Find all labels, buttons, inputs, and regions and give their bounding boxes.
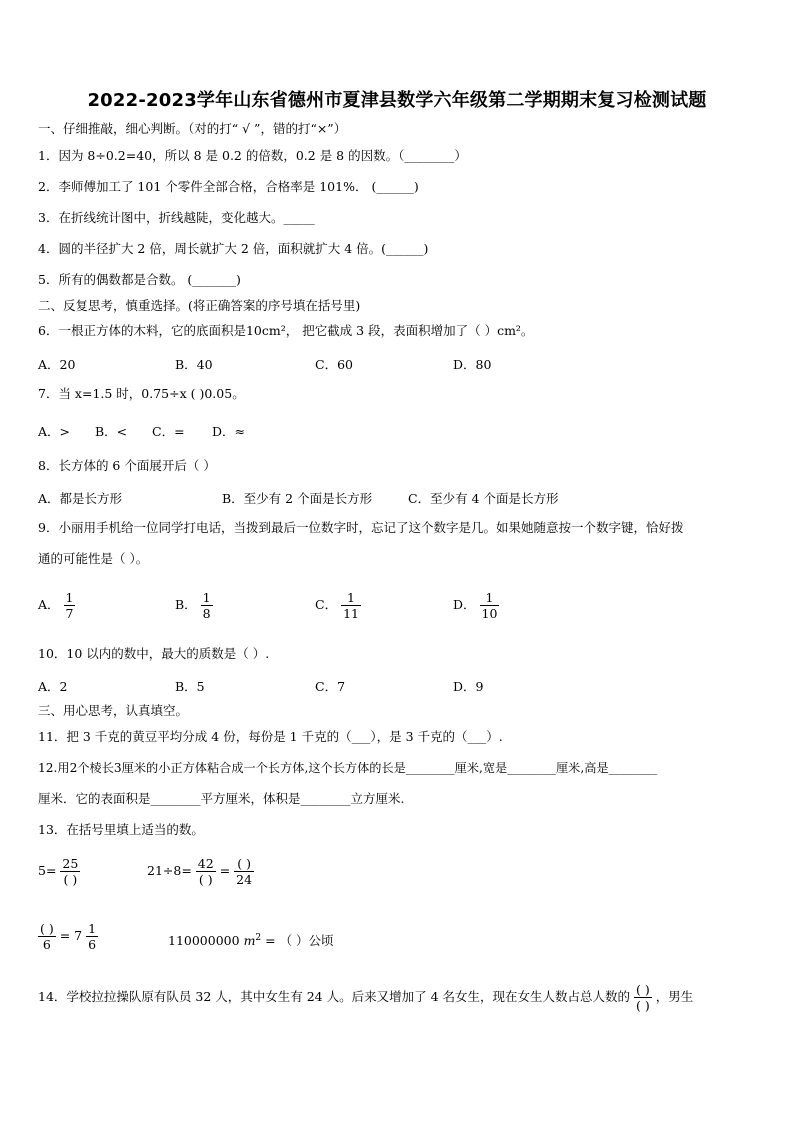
q13-item-d (168, 931, 334, 949)
option-label: A． (38, 597, 60, 612)
denominator: 10 (481, 606, 498, 621)
question-12-line-2: 厘米．它的表面积是________平方厘米，体积是________立方厘米. (38, 791, 405, 806)
q9-option-a (38, 590, 75, 621)
option-label: C． (315, 597, 338, 612)
q10-option-d: D．9 (453, 679, 484, 694)
q8-option-c: C．至少有 4 个面是长方形 (408, 491, 559, 506)
denominator: ( ) (63, 872, 78, 887)
numerator: 1 (202, 590, 211, 605)
equals-mixed: = 7 (59, 928, 83, 943)
option-label: B． (175, 597, 197, 612)
question-10: 10．10 以内的数中，最大的质数是（ ）. (38, 646, 270, 661)
q6-option-c: C．60 (315, 357, 353, 372)
page-title: 2022-2023学年山东省德州市夏津县数学六年级第二学期期末复习检测试题 (87, 90, 707, 111)
q7-option-c: C．= (152, 424, 185, 439)
numerator: 42 (197, 856, 214, 871)
question-2: 2．李师傅加工了 101 个零件全部合格，合格率是 101%． (______) (38, 179, 419, 194)
option-label: D． (453, 597, 476, 612)
question-8: 8．长方体的 6 个面展开后（ ） (38, 458, 216, 473)
fraction (201, 590, 213, 621)
question-9-line-2: 通的可能性是（ ）。 (38, 551, 149, 566)
q7-option-b: B．< (95, 424, 128, 439)
denominator: ( ) (198, 872, 213, 887)
conversion-blank: = （ ）公顷 (265, 933, 334, 948)
question-6: 6．一根正方体的木料，它的底面积是10cm²， 把它截成 3 段，表面积增加了（ ）cm²。 (38, 323, 534, 338)
question-14-text-cont: ，男生 (655, 989, 694, 1004)
q6-option-d: D．80 (453, 357, 492, 372)
q10-option-a: A．2 (38, 679, 68, 694)
exponent: 2 (255, 932, 262, 943)
expression-left: 5= (38, 863, 57, 878)
section-heading-2: 二、反复思考，慎重选择。(将正确答案的序号填在括号里) (38, 298, 361, 313)
fraction (60, 856, 80, 887)
question-12-line-1: 12.用2个棱长3厘米的小正方体粘合成一个长方体,这个长方体的长是________厘米,宽是________厘米,高是________ (38, 761, 658, 775)
denominator: 8 (202, 606, 211, 621)
question-4: 4．圆的半径扩大 2 倍，周长就扩大 2 倍，面积就扩大 4 倍。(______) (38, 241, 429, 256)
denominator: 11 (343, 606, 359, 621)
q7-option-a: A．> (38, 424, 71, 439)
area-value: 110000000 (168, 933, 240, 948)
q9-option-d (453, 590, 499, 621)
denominator: 6 (42, 937, 51, 952)
denominator: ( ) (636, 998, 650, 1013)
question-7: 7．当 x=1.5 时，0.75÷x ( )0.05。 (38, 386, 245, 401)
unit: m (243, 933, 256, 948)
q13-item-c (38, 921, 98, 952)
q13-item-b (147, 856, 254, 887)
denominator: 6 (88, 937, 97, 952)
fraction (480, 590, 500, 621)
q7-option-d: D．≈ (212, 424, 245, 439)
question-11: 11．把 3 千克的黄豆平均分成 4 份，每份是 1 千克的（___），是 3 千克的（___）. (38, 729, 503, 744)
q10-option-c: C．7 (315, 679, 346, 694)
numerator: ( ) (237, 856, 251, 871)
fraction (64, 590, 76, 621)
question-3: 3．在折线统计图中，折线越陡，变化越大。_____ (38, 210, 315, 225)
numerator: 1 (347, 590, 355, 605)
q9-option-b (175, 590, 213, 621)
q9-option-c (315, 590, 361, 621)
section-heading-1: 一、仔细推敲，细心判断。（对的打“ √ ”，错的打“×”） (38, 121, 347, 136)
fraction (341, 590, 361, 621)
question-1: 1．因为 8÷0.2=40，所以 8 是 0.2 的倍数，0.2 是 8 的因数。（________） (38, 148, 467, 163)
numerator: 25 (62, 856, 79, 871)
numerator: 1 (485, 590, 494, 605)
question-13: 13．在括号里填上适当的数。 (38, 822, 204, 837)
q10-option-b: B．5 (175, 679, 205, 694)
section-heading-3: 三、用心思考，认真填空。 (38, 703, 189, 718)
question-14 (38, 982, 693, 1013)
numerator: ( ) (636, 982, 650, 997)
question-5: 5．所有的偶数都是合数。 (_______) (38, 272, 241, 287)
question-14-text: 14．学校拉拉操队原有队员 32 人，其中女生有 24 人。后来又增加了 4 名女生，现在女生人数占总人数的 (38, 989, 631, 1004)
numerator: ( ) (40, 921, 54, 936)
fraction (196, 856, 216, 887)
q6-option-a: A．20 (38, 357, 76, 372)
expression-left: 21÷8= (147, 863, 192, 878)
denominator: 7 (65, 606, 74, 621)
denominator: 24 (236, 872, 253, 887)
numerator: 1 (65, 590, 74, 605)
fraction (634, 982, 652, 1013)
fraction (38, 921, 56, 952)
q8-option-b: B．至少有 2 个面是长方形 (222, 491, 373, 506)
numerator: 1 (88, 921, 97, 936)
q13-item-a (38, 856, 80, 887)
fraction (86, 921, 98, 952)
question-9-line-1: 9．小丽用手机给一位同学打电话，当拨到最后一位数字时，忘记了这个数字是几。如果她随意按一个数字键，恰好拨 (38, 520, 684, 535)
equals-sign: = (219, 863, 231, 878)
q8-option-a: A．都是长方形 (38, 491, 123, 506)
fraction (234, 856, 254, 887)
q6-option-b: B．40 (175, 357, 213, 372)
